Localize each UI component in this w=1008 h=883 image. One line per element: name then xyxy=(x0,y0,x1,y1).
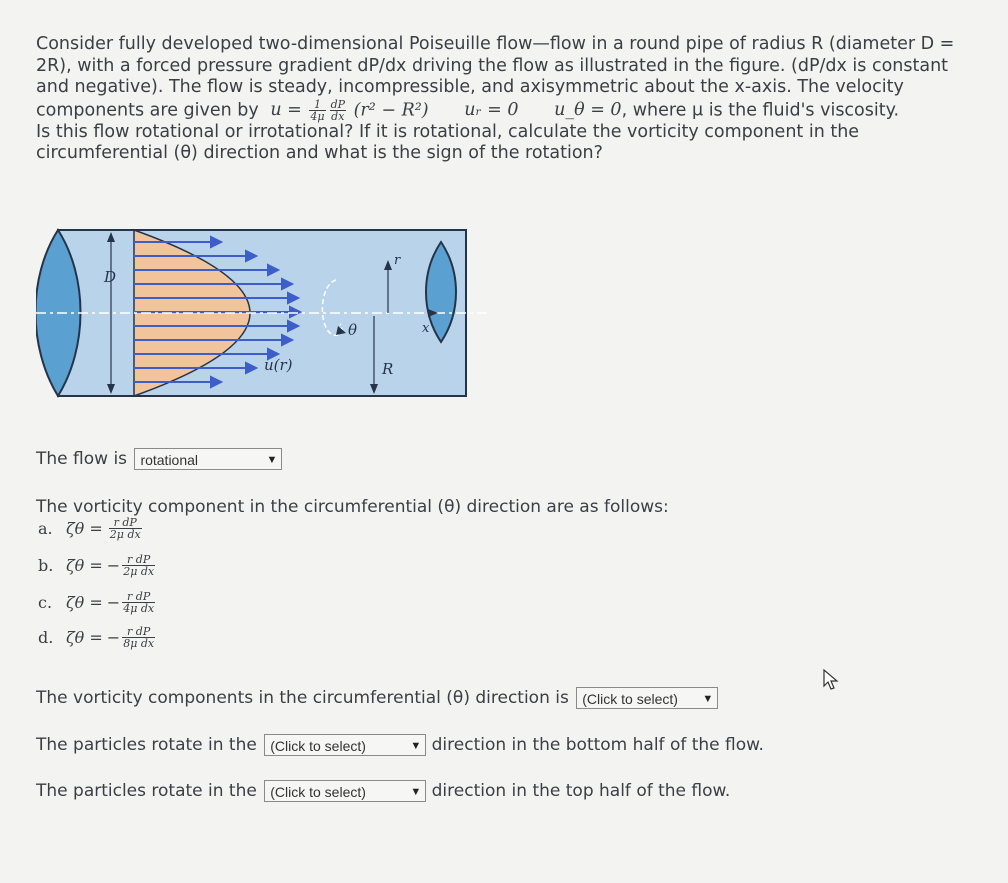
u-lhs: u = xyxy=(270,100,302,120)
option-c[interactable] xyxy=(38,591,157,614)
bottom-rotation-select[interactable] xyxy=(264,734,426,756)
bottom-rotation-value: (Click to select) xyxy=(270,738,366,754)
q3-prefix: The vorticity components in the circumferential (θ) direction is xyxy=(36,688,569,708)
problem-line-6: circumferential (θ) direction and what is the sign of the rotation? xyxy=(36,143,603,163)
problem-line-3: and negative). The flow is steady, incompressible, and axisymmetric about the x-axis. The velocity xyxy=(36,77,904,97)
option-d-sign: − xyxy=(106,628,121,647)
problem-line-4 xyxy=(36,99,986,122)
flow-type-select[interactable] xyxy=(134,448,282,470)
q4-suffix: direction in the bottom half of the flow. xyxy=(431,735,764,755)
option-d-lhs: ζθ = xyxy=(66,628,103,647)
option-a-label: a. xyxy=(38,519,53,538)
option-a[interactable] xyxy=(38,517,144,540)
chevron-down-icon: ▼ xyxy=(410,740,422,752)
label-theta: θ xyxy=(348,321,358,339)
option-a-lhs: ζθ = xyxy=(66,519,103,538)
q3-row xyxy=(36,687,718,709)
option-b-sign: − xyxy=(106,556,121,575)
q5-suffix: direction in the top half of the flow. xyxy=(431,781,731,801)
poiseuille-figure xyxy=(36,222,491,407)
ur-equation: uᵣ = 0 xyxy=(464,100,519,120)
vorticity-option-select[interactable] xyxy=(576,687,718,709)
problem-line-2: 2R), with a forced pressure gradient dP/dx driving the flow as illustrated in the figure. (dP/dx is constant xyxy=(36,55,949,76)
chevron-down-icon: ▼ xyxy=(702,693,714,705)
utheta-equation: u_θ = 0 xyxy=(554,100,622,120)
problem-line-1: Consider fully developed two-dimensional Poiseuille flow—flow in a round pipe of radius R (diameter D = xyxy=(36,34,955,54)
chevron-down-icon: ▼ xyxy=(410,786,422,798)
option-c-sign: − xyxy=(106,593,121,612)
option-c-frac: $\frac{\text{r dP}}{\text{4μ dx}}$ xyxy=(123,590,155,615)
flow-type-value: rotational xyxy=(140,452,199,468)
option-b[interactable] xyxy=(38,554,157,577)
q4-prefix: The particles rotate in the xyxy=(36,735,257,755)
option-d[interactable] xyxy=(38,626,157,649)
mouse-cursor-icon xyxy=(822,668,840,692)
q1-prefix: The flow is xyxy=(36,449,128,469)
top-rotation-select[interactable] xyxy=(264,780,426,802)
vorticity-option-value: (Click to select) xyxy=(582,691,678,707)
q5-prefix: The particles rotate in the xyxy=(36,781,257,801)
u-rhs: (r² − R²) xyxy=(353,100,429,120)
option-d-frac: $\frac{\text{r dP}}{\text{8μ dx}}$ xyxy=(123,625,155,650)
option-b-frac: $\frac{\text{r dP}}{\text{2μ dx}}$ xyxy=(123,553,155,578)
q5-row xyxy=(36,780,730,802)
velocity-lead-text: components are given by xyxy=(36,100,259,120)
chevron-down-icon: ▼ xyxy=(266,454,278,466)
option-c-label: c. xyxy=(38,593,53,612)
q1-row xyxy=(36,448,282,470)
velocity-tail-text: , where μ is the fluid's viscosity. xyxy=(621,100,900,120)
option-a-frac: $\frac{\text{r dP}}{\text{2μ dx}}$ xyxy=(109,516,141,541)
label-D: D xyxy=(104,268,117,286)
option-b-lhs: ζθ = xyxy=(66,556,103,575)
option-d-label: d. xyxy=(38,628,54,647)
label-R: R xyxy=(382,360,394,378)
q2-intro: The vorticity component in the circumferential (θ) direction are as follows: xyxy=(36,497,669,517)
q4-row xyxy=(36,734,764,756)
u-frac-2: $\frac{dP}{dx}$ xyxy=(330,97,346,123)
option-b-label: b. xyxy=(38,556,54,575)
problem-line-5: Is this flow rotational or irrotational? If it is rotational, calculate the vorticity component in the xyxy=(36,121,860,142)
label-r: r xyxy=(394,253,401,268)
option-c-lhs: ζθ = xyxy=(66,593,103,612)
label-ur: u(r) xyxy=(264,356,293,374)
label-x: x xyxy=(422,321,430,336)
problem-statement xyxy=(36,34,986,165)
u-frac-1: $\frac{1}{4\mu}$ xyxy=(310,97,325,123)
top-rotation-value: (Click to select) xyxy=(270,784,366,800)
